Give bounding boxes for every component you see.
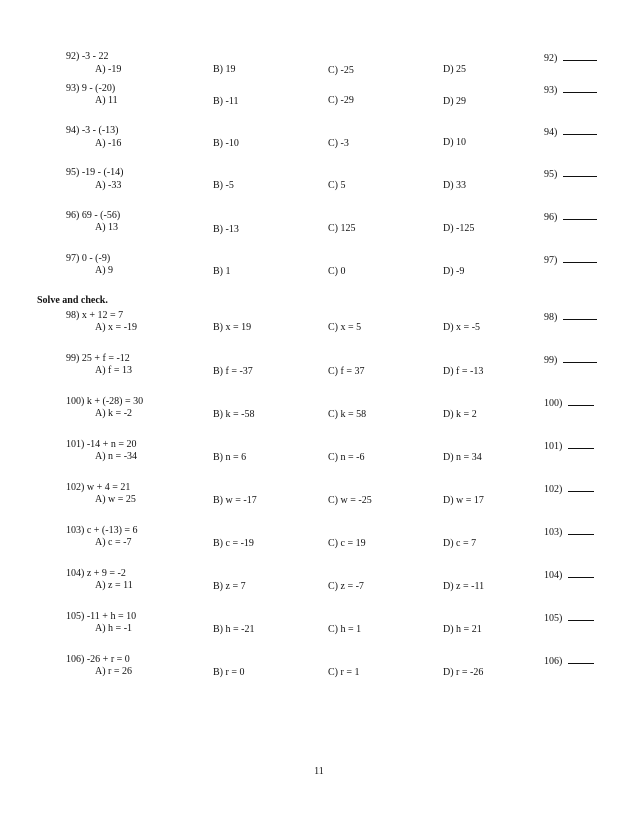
answer-label: 98)	[544, 312, 558, 323]
choice-b: B) -5	[213, 180, 234, 191]
question-problem: -14 + n = 20	[86, 439, 137, 450]
answer-blank[interactable]	[563, 353, 597, 363]
choice-c: C) z = -7	[328, 581, 364, 592]
question-text	[66, 482, 130, 493]
choice-c: C) -3	[328, 138, 349, 149]
choice-c: C) x = 5	[328, 322, 362, 333]
answer-label: 94)	[544, 127, 558, 138]
question-text	[66, 353, 130, 364]
answer-slot	[544, 51, 597, 64]
answer-label: 92)	[544, 53, 558, 64]
choice-d: D) z = -11	[443, 581, 485, 592]
question-number: 101)	[66, 439, 85, 450]
choice-d: D) h = 21	[443, 624, 482, 635]
answer-label: 93)	[544, 85, 558, 96]
choice-a: A) 9	[95, 265, 114, 276]
answer-slot	[544, 253, 597, 266]
choice-d: D) f = -13	[443, 366, 484, 377]
choice-c: C) h = 1	[328, 624, 362, 635]
question-problem: z + 9 = -2	[86, 568, 126, 579]
question-number: 97)	[66, 253, 80, 264]
question-text	[66, 654, 130, 665]
question-problem: -3 - 22	[81, 51, 109, 62]
answer-blank[interactable]	[568, 482, 594, 492]
question-text	[66, 525, 138, 536]
question-problem: -11 + h = 10	[86, 611, 137, 622]
question-text	[66, 611, 136, 622]
question-number: 100)	[66, 396, 85, 407]
question-problem: 0 - (-9)	[81, 253, 111, 264]
choice-a: A) 11	[95, 95, 118, 106]
choice-d: D) k = 2	[443, 409, 477, 420]
choice-c: C) k = 58	[328, 409, 367, 420]
question-problem: 25 + f = -12	[81, 353, 130, 364]
question-problem: -19 - (-14)	[81, 167, 124, 178]
answer-blank[interactable]	[568, 654, 594, 664]
answer-slot	[544, 439, 594, 452]
choice-d: D) 29	[443, 96, 467, 107]
answer-label: 106)	[544, 656, 563, 667]
choice-d: D) w = 17	[443, 495, 484, 506]
choice-d: D) r = -26	[443, 667, 484, 678]
section-heading: Solve and check.	[37, 295, 108, 306]
answer-slot	[544, 310, 597, 323]
question-text	[66, 439, 136, 450]
answer-slot	[544, 396, 594, 409]
question-text	[66, 210, 120, 221]
answer-label: 105)	[544, 613, 563, 624]
choice-a: A) f = 13	[95, 365, 133, 376]
answer-blank[interactable]	[568, 525, 594, 535]
answer-slot	[544, 654, 594, 667]
choice-d: D) 10	[443, 137, 467, 148]
choice-a: A) h = -1	[95, 623, 133, 634]
question-item	[0, 167, 638, 203]
question-item	[0, 353, 638, 389]
choice-a: A) z = 11	[95, 580, 133, 591]
answer-blank[interactable]	[568, 568, 594, 578]
choice-d: D) n = 34	[443, 452, 482, 463]
question-item	[0, 439, 638, 475]
choice-b: B) c = -19	[213, 538, 254, 549]
answer-slot	[544, 167, 597, 180]
question-number: 93)	[66, 83, 80, 94]
choice-c: C) n = -6	[328, 452, 365, 463]
choice-d: D) 25	[443, 64, 467, 75]
question-item	[0, 83, 638, 119]
choice-a: A) k = -2	[95, 408, 133, 419]
question-text	[66, 310, 123, 321]
choice-b: B) -13	[213, 224, 239, 235]
choice-b: B) r = 0	[213, 667, 245, 678]
choice-b: B) -11	[213, 96, 239, 107]
question-problem: -3 - (-13)	[81, 125, 119, 136]
question-problem: 9 - (-20)	[81, 83, 116, 94]
choice-c: C) f = 37	[328, 366, 365, 377]
answer-blank[interactable]	[563, 83, 597, 93]
answer-label: 102)	[544, 484, 563, 495]
answer-blank[interactable]	[563, 125, 597, 135]
question-number: 106)	[66, 654, 85, 665]
question-number: 99)	[66, 353, 80, 364]
choice-a: A) c = -7	[95, 537, 132, 548]
question-number: 94)	[66, 125, 80, 136]
question-number: 96)	[66, 210, 80, 221]
answer-label: 101)	[544, 441, 563, 452]
choice-a: A) r = 26	[95, 666, 133, 677]
question-text	[66, 568, 126, 579]
choice-b: B) n = 6	[213, 452, 247, 463]
page-number: 11	[314, 766, 324, 777]
answer-label: 103)	[544, 527, 563, 538]
choice-b: B) k = -58	[213, 409, 255, 420]
question-number: 98)	[66, 310, 80, 321]
answer-slot	[544, 125, 597, 138]
answer-blank[interactable]	[563, 51, 597, 61]
question-text	[66, 83, 115, 94]
choice-c: C) r = 1	[328, 667, 360, 678]
choice-b: B) f = -37	[213, 366, 253, 377]
choice-b: B) w = -17	[213, 495, 257, 506]
choice-c: C) 0	[328, 266, 346, 277]
question-item	[0, 253, 638, 289]
choice-b: B) x = 19	[213, 322, 252, 333]
answer-label: 97)	[544, 255, 558, 266]
choice-a: A) -16	[95, 138, 122, 149]
question-item	[0, 51, 638, 87]
question-item	[0, 482, 638, 518]
choice-a: A) -19	[95, 64, 122, 75]
choice-c: C) -29	[328, 95, 354, 106]
question-number: 105)	[66, 611, 85, 622]
choice-b: B) h = -21	[213, 624, 255, 635]
question-item	[0, 310, 638, 346]
choice-c: C) c = 19	[328, 538, 366, 549]
answer-blank[interactable]	[563, 210, 597, 220]
choice-c: C) 5	[328, 180, 346, 191]
choice-a: A) -33	[95, 180, 122, 191]
answer-label: 95)	[544, 169, 558, 180]
answer-blank[interactable]	[563, 253, 597, 263]
question-number: 95)	[66, 167, 80, 178]
question-problem: c + (-13) = 6	[86, 525, 138, 536]
answer-blank[interactable]	[568, 396, 594, 406]
choice-a: A) 13	[95, 222, 119, 233]
question-problem: 69 - (-56)	[81, 210, 121, 221]
question-item	[0, 654, 638, 690]
choice-a: A) w = 25	[95, 494, 136, 505]
answer-slot	[544, 482, 594, 495]
choice-d: D) 33	[443, 180, 467, 191]
answer-slot	[544, 568, 594, 581]
choice-a: A) n = -34	[95, 451, 138, 462]
choice-d: D) c = 7	[443, 538, 477, 549]
question-item	[0, 396, 638, 432]
answer-label: 99)	[544, 355, 558, 366]
choice-b: B) 1	[213, 266, 231, 277]
answer-blank[interactable]	[568, 611, 594, 621]
question-text	[66, 253, 110, 264]
answer-blank[interactable]	[568, 439, 594, 449]
question-problem: -26 + r = 0	[86, 654, 130, 665]
question-item	[0, 210, 638, 246]
question-text	[66, 51, 109, 62]
choice-d: D) -9	[443, 266, 465, 277]
choice-b: B) -10	[213, 138, 239, 149]
question-problem: w + 4 = 21	[86, 482, 131, 493]
question-item	[0, 568, 638, 604]
answer-slot	[544, 210, 597, 223]
answer-blank[interactable]	[563, 310, 597, 320]
question-item	[0, 125, 638, 161]
answer-slot	[544, 611, 594, 624]
choice-b: B) 19	[213, 64, 236, 75]
question-text	[66, 396, 143, 407]
answer-label: 104)	[544, 570, 563, 581]
question-item	[0, 611, 638, 647]
answer-label: 100)	[544, 398, 563, 409]
answer-blank[interactable]	[563, 167, 597, 177]
choice-d: D) -125	[443, 223, 475, 234]
choice-c: C) w = -25	[328, 495, 372, 506]
question-number: 104)	[66, 568, 85, 579]
question-problem: x + 12 = 7	[81, 310, 124, 321]
question-text	[66, 167, 124, 178]
answer-slot	[544, 353, 597, 366]
question-number: 102)	[66, 482, 85, 493]
question-number: 103)	[66, 525, 85, 536]
question-number: 92)	[66, 51, 80, 62]
question-text	[66, 125, 119, 136]
answer-slot	[544, 83, 597, 96]
answer-slot	[544, 525, 594, 538]
choice-c: C) -25	[328, 65, 354, 76]
answer-label: 96)	[544, 212, 558, 223]
choice-a: A) x = -19	[95, 322, 138, 333]
question-item	[0, 525, 638, 561]
choice-c: C) 125	[328, 223, 356, 234]
choice-b: B) z = 7	[213, 581, 246, 592]
choice-d: D) x = -5	[443, 322, 481, 333]
question-problem: k + (-28) = 30	[86, 396, 144, 407]
